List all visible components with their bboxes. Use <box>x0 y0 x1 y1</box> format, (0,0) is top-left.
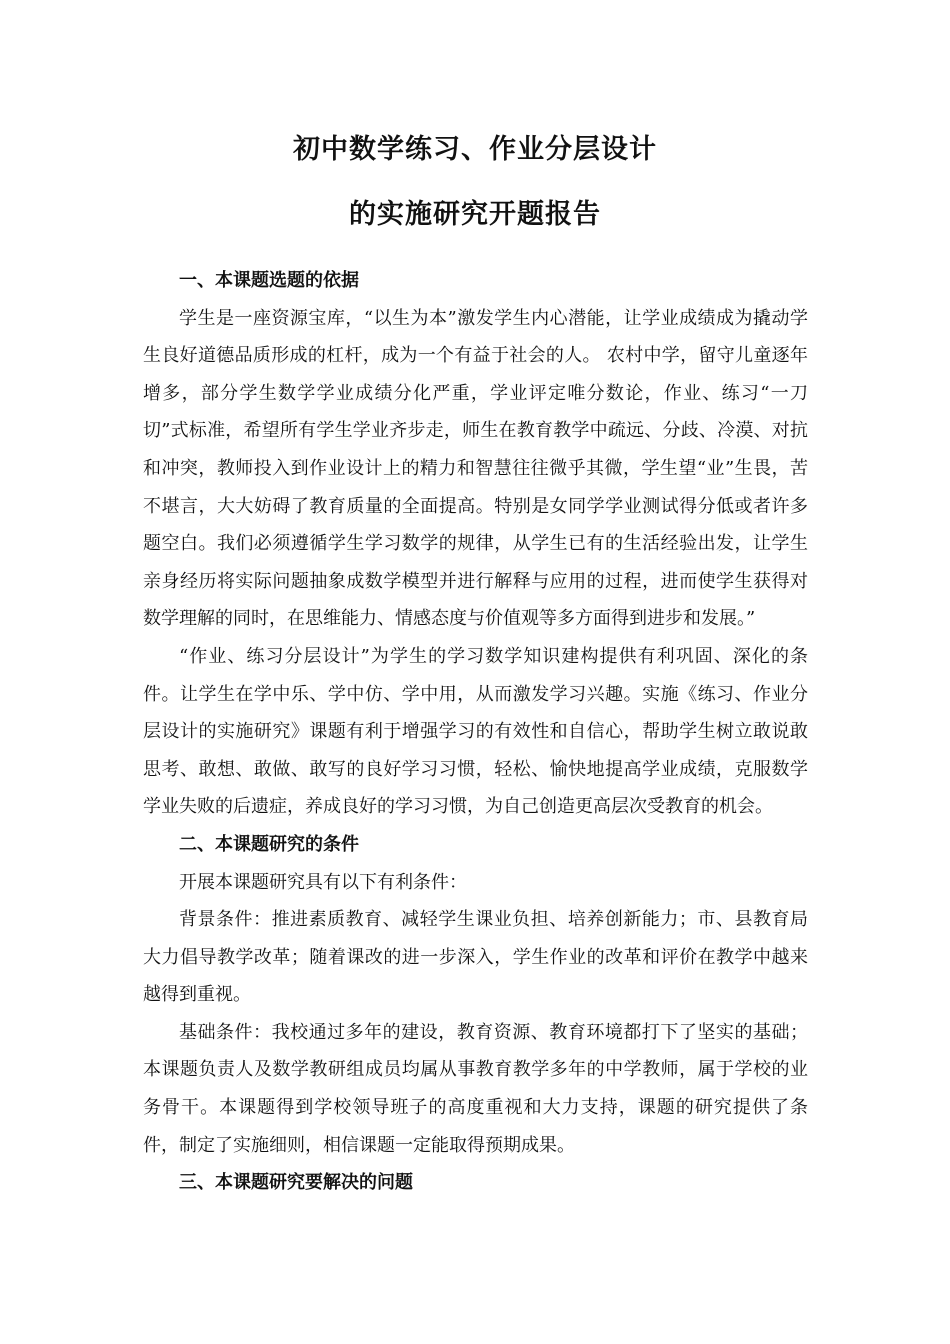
document-body <box>143 262 808 1202</box>
paragraph-conditions-intro: 开展本课题研究具有以下有利条件： <box>179 871 467 893</box>
paragraph-basis-2: “作业、练习分层设计”为学生的学习数学知识建构提供有利巩固、深化的条件。让学生在学中乐、学中仿、学中用，从而激发学习兴趣。实施《练习、作业分层设计的实施研究》课题有利于增强学习的有效性和自信心，帮助学生树立敢说敢思考、敢想、敢做、敢写的良好学习习惯，轻松、愉快地提高学业成绩，克服数学学业失败的后遗症，养成良好的学习习惯，为自己创造更高层次受教育的机会。 <box>143 645 808 818</box>
paragraph-basic-conditions: 基础条件：我校通过多年的建设，教育资源、教育环境都打下了坚实的基础；本课题负责人及数学教研组成员均属从事教育教学多年的中学教师，属于学校的业务骨干。本课题得到学校领导班子的高度重视和大力支持，课题的研究提供了条件，制定了实施细则，相信课题一定能取得预期成果。 <box>143 1021 808 1156</box>
section-heading-conditions: 二、本课题研究的条件 <box>179 833 359 855</box>
section-heading-problems: 三、本课题研究要解决的问题 <box>179 1172 413 1194</box>
document-title-line-1: 初中数学练习、作业分层设计 <box>293 134 657 165</box>
section-heading-basis: 一、本课题选题的依据 <box>179 270 359 291</box>
paragraph-basis-1: 学生是一座资源宝库，“以生为本”激发学生内心潜能，让学业成绩成为撬动学生良好道德品质形成的杠杆，成为一个有益于社会的人。 农村中学，留守儿童逐年增多，部分学生数学学业成绩分化严重，学业评定唯分数论，作业、练习“一刀切”式标准，希望所有学生学业齐步走，师生在教育教学中疏远、分歧、冷漠、对抗和冲突，教师投入到作业设计上的精力和智慧往往微乎其微，学生望“业”生畏，苦不堪言，大大妨碍了教育质量的全面提高。特别是女同学学业测试得分低或者许多题空白。我们必须遵循学生学习数学的规律，从学生已有的生活经验出发，让学生亲身经历将实际问题抽象成数学模型并进行解释与应用的过程，进而使学生获得对数学理解的同时，在思维能力、情感态度与价值观等多方面得到进步和发展。” <box>143 307 808 630</box>
paragraph-background-conditions: 背景条件：推进素质教育、减轻学生课业负担、培养创新能力；市、县教育局大力倡导教学改革；随着课改的进一步深入，学生作业的改革和评价在教学中越来越得到重视。 <box>143 909 808 1006</box>
document-title-line-2: 的实施研究开题报告 <box>349 199 601 230</box>
